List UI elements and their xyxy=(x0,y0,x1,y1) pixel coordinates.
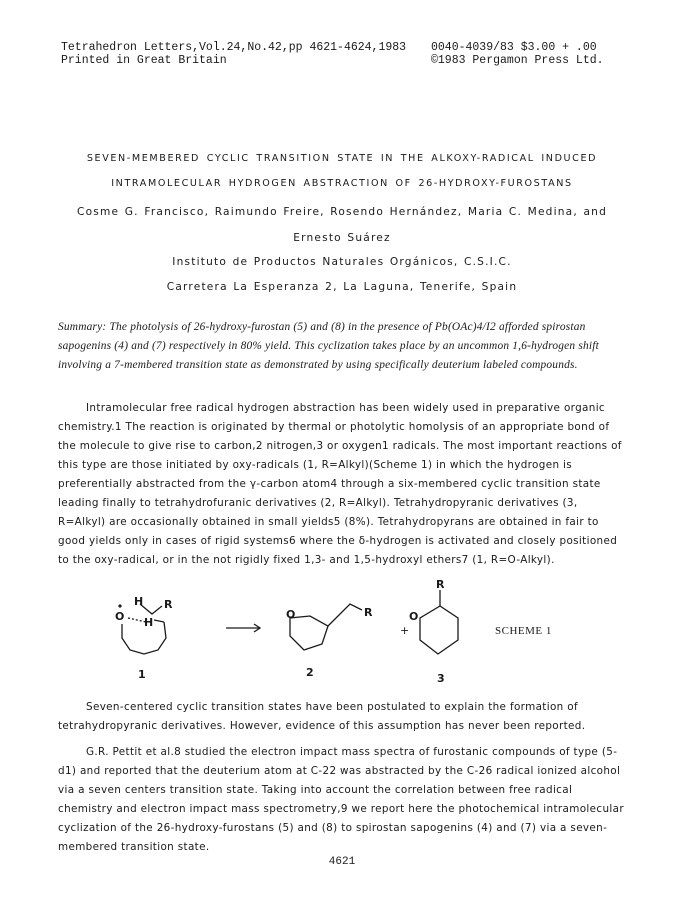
atom-h-1: H xyxy=(134,595,144,608)
atom-o-2: O xyxy=(286,608,296,621)
ring-2 xyxy=(290,616,328,650)
title-line-2: INTRAMOLECULAR HYDROGEN ABSTRACTION OF 26-HYDROXY-FUROSTANS xyxy=(111,178,573,189)
copyright-header xyxy=(431,41,604,67)
printed-in: Printed in Great Britain xyxy=(61,54,227,67)
atom-o-3: O xyxy=(409,610,419,623)
compound-3-label: 3 xyxy=(437,672,445,685)
atom-r-3: R xyxy=(436,578,445,591)
compound-2-label: 2 xyxy=(306,666,314,679)
body-paragraph-3: G.R. Pettit et al.8 studied the electron impact mass spectra of furostanic compounds of type (5-d1) and reported that the deuterium atom at C-22 was abstracted by the C-26 radical ionized alcohol via a seven centers transition state. Taking into account the correlation between free radical chemistry and electron impact mass spectrometry,9 we report here the photochemical intramolecular cyclization of the 26-hydroxy-furostans (5) and (8) to spirostan sapogenins (4) and (7) via a seven-membered transition state. xyxy=(58,746,624,853)
atom-h-2: H xyxy=(144,616,154,629)
body-paragraph-2: Seven-centered cyclic transition states have been postulated to explain the formation of tetrahydropyranic derivatives. However, evidence of this assumption has never been reported. xyxy=(58,701,586,732)
ring-2-substituent xyxy=(328,604,362,626)
authors-line-1: Cosme G. Francisco, Raimundo Freire, Rosendo Hernández, Maria C. Medina, and xyxy=(76,206,608,218)
ring-3 xyxy=(420,606,458,654)
compound-1-label: 1 xyxy=(138,668,146,681)
atom-r-1: R xyxy=(164,598,173,611)
scheme-label: SCHEME 1 xyxy=(495,625,552,637)
price-code: 0040-4039/83 $3.00 + .00 xyxy=(431,41,597,54)
summary xyxy=(58,318,638,375)
journal-citation: Tetrahedron Letters,Vol.24,No.42,pp 4621-4624,1983 xyxy=(61,41,407,54)
atom-r-2: R xyxy=(364,606,373,619)
plus-sign: + xyxy=(400,624,410,637)
radical-dot xyxy=(118,604,121,607)
affiliation-line-1: Instituto de Productos Naturales Orgánicos, C.S.I.C. xyxy=(172,256,512,268)
summary-label: Summary: xyxy=(58,321,107,333)
journal-header xyxy=(61,41,406,67)
copyright: ©1983 Pergamon Press Ltd. xyxy=(431,54,604,67)
title-line-1: SEVEN-MEMBERED CYCLIC TRANSITION STATE IN THE ALKOXY-RADICAL INDUCED xyxy=(86,153,598,164)
summary-text: The photolysis of 26-hydroxy-furostan (5) and (8) in the presence of Pb(OAc)4/I2 afforded spirostan sapogenins (4) and (7) respectively in 80% yield. This cyclization takes place by an uncommon 1,6-hydrogen shift involving a 7-membered transition state as demonstrated by using specifically deuterium labeled compounds. xyxy=(58,321,599,371)
body-paragraph-1: Intramolecular free radical hydrogen abstraction has been widely used in preparative organic chemistry.1 The reaction is originated by thermal or photolytic homolysis of an appropriate bond of the molecule to give rise to carbon,2 nitrogen,3 or oxygen1 radicals. The most important reactions of this type are those initiated by oxy-radicals (1, R=Alkyl)(Scheme 1) in which the hydrogen is preferentially abstracted from the γ-carbon atom4 through a six-membered cyclic transition state leading finally to tetrahydrofuranic derivatives (2, R=Alkyl). Tetrahydropyranic derivatives (3, R=Alkyl) are occasionally obtained in small yields5 (8%). Tetrahydropyrans are obtained in fair to good yields only in cases of rigid systems6 where the δ-hydrogen is activated and closely positioned to the oxy-radical, or in the not rigidly fixed 1,3- and 1,5-hydroxyl ethers7 (1, R=O-Alkyl). xyxy=(58,402,622,566)
atom-o-1: O xyxy=(115,610,125,623)
authors-line-2: Ernesto Suárez xyxy=(293,232,391,244)
h-bond xyxy=(154,620,164,622)
ch-r-bond xyxy=(140,604,162,614)
affiliation-line-2: Carretera La Esperanza 2, La Laguna, Tenerife, Spain xyxy=(166,281,518,293)
page-number: 4621 xyxy=(328,856,356,868)
